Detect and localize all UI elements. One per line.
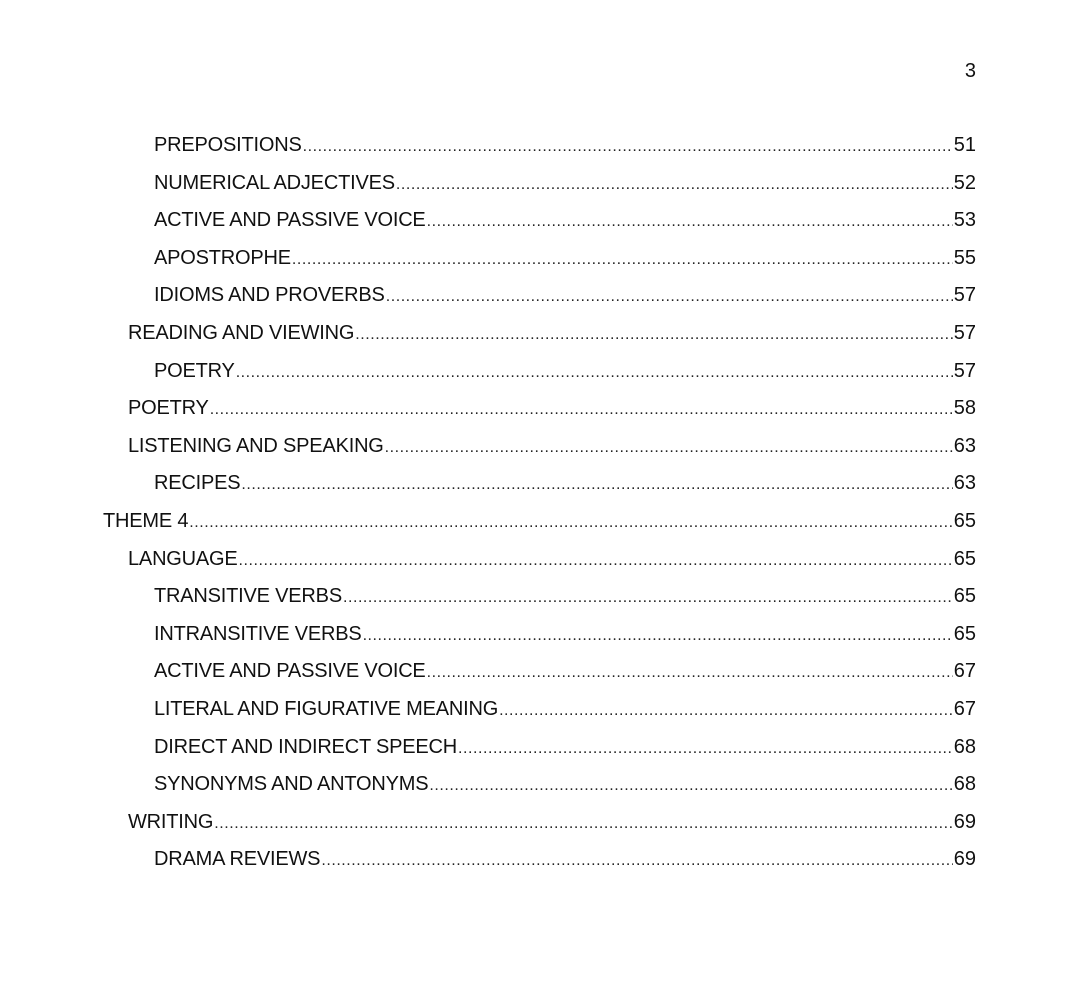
toc-entry-page: 53 [953,209,976,232]
toc-entry-title: THEME 4 [103,509,189,532]
dot-leader [427,203,953,240]
toc-entry-transitive-verbs[interactable] [0,578,976,616]
dot-leader [343,579,953,616]
dot-leader [292,241,953,278]
dot-leader [321,842,952,879]
dot-leader [385,429,953,466]
toc-entry-poetry-sub[interactable] [0,353,976,391]
toc-entry-page: 58 [953,397,976,420]
toc-entry-writing[interactable] [0,804,976,842]
page-number: 3 [964,60,976,82]
toc-entry-literal-and-figurative-meaning[interactable] [0,691,976,729]
toc-entry-page: 65 [953,585,976,608]
toc-entry-recipes[interactable] [0,465,976,503]
toc-entry-page: 68 [953,773,976,796]
toc-entry-title: DIRECT AND INDIRECT SPEECH [154,735,458,758]
dot-leader [189,504,952,541]
toc-entry-page: 57 [953,321,976,344]
toc-entry-page: 63 [953,472,976,495]
toc-entry-title: POETRY [154,359,235,382]
toc-entry-page: 52 [953,171,976,194]
toc-entry-page: 57 [953,359,976,382]
toc-entry-title: POETRY [128,397,209,420]
dot-leader [363,617,953,654]
toc-entry-apostrophe[interactable] [0,240,976,278]
toc-entry-page: 69 [953,848,976,871]
dot-leader [458,730,953,767]
toc-entry-reading-and-viewing[interactable] [0,315,976,353]
toc-entry-page: 67 [953,660,976,683]
toc-entry-title: PREPOSITIONS [154,134,302,156]
toc-entry-title: IDIOMS AND PROVERBS [154,284,385,307]
toc-entry-synonyms-and-antonyms[interactable] [0,766,976,804]
toc-entry-title: INTRANSITIVE VERBS [154,622,362,645]
toc-entry-title: LISTENING AND SPEAKING [128,434,384,457]
table-of-contents [0,127,976,879]
toc-entry-title: RECIPES [154,472,241,495]
toc-entry-direct-and-indirect-speech[interactable] [0,729,976,767]
dot-leader [214,805,952,842]
toc-entry-title: LITERAL AND FIGURATIVE MEANING [154,697,499,720]
toc-entry-numerical-adjectives[interactable] [0,165,976,203]
toc-entry-page: 65 [953,622,976,645]
toc-entry-page: 63 [953,434,976,457]
dot-leader [236,354,953,391]
dot-leader [241,466,952,503]
dot-leader [499,692,953,729]
toc-entry-page: 57 [953,284,976,307]
toc-entry-intransitive-verbs[interactable] [0,616,976,654]
toc-entry-page: 55 [953,246,976,269]
dot-leader [396,166,953,203]
toc-entry-title: ACTIVE AND PASSIVE VOICE [154,660,426,683]
dot-leader [429,767,952,804]
dot-leader [210,391,953,428]
toc-entry-page: 65 [953,547,976,570]
dot-leader [386,278,953,315]
dot-leader [355,316,953,353]
toc-entry-theme-4[interactable] [0,503,976,541]
toc-entry-title: READING AND VIEWING [128,321,355,344]
toc-entry-prepositions[interactable] [0,127,976,165]
dot-leader [239,542,953,579]
toc-entry-title: TRANSITIVE VERBS [154,585,342,608]
toc-entry-active-and-passive-voice-2[interactable] [0,653,976,691]
dot-leader [303,128,953,165]
toc-entry-title: APOSTROPHE [154,246,291,269]
dot-leader [427,654,953,691]
toc-entry-title: ACTIVE AND PASSIVE VOICE [154,209,426,232]
toc-entry-poetry[interactable] [0,390,976,428]
toc-entry-listening-and-speaking[interactable] [0,428,976,466]
toc-entry-title: DRAMA REVIEWS [154,848,321,871]
toc-entry-idioms-and-proverbs[interactable] [0,277,976,315]
toc-entry-language[interactable] [0,541,976,579]
toc-entry-title: WRITING [128,810,214,833]
toc-entry-page: 69 [953,810,976,833]
toc-entry-page: 67 [953,697,976,720]
toc-entry-page: 65 [953,509,976,532]
toc-entry-title: NUMERICAL ADJECTIVES [154,171,395,194]
toc-entry-title: LANGUAGE [128,547,238,570]
toc-entry-drama-reviews[interactable] [0,841,976,879]
toc-entry-page: 51 [953,134,976,156]
toc-entry-title: SYNONYMS AND ANTONYMS [154,773,429,796]
toc-entry-page: 68 [953,735,976,758]
toc-entry-active-and-passive-voice[interactable] [0,202,976,240]
